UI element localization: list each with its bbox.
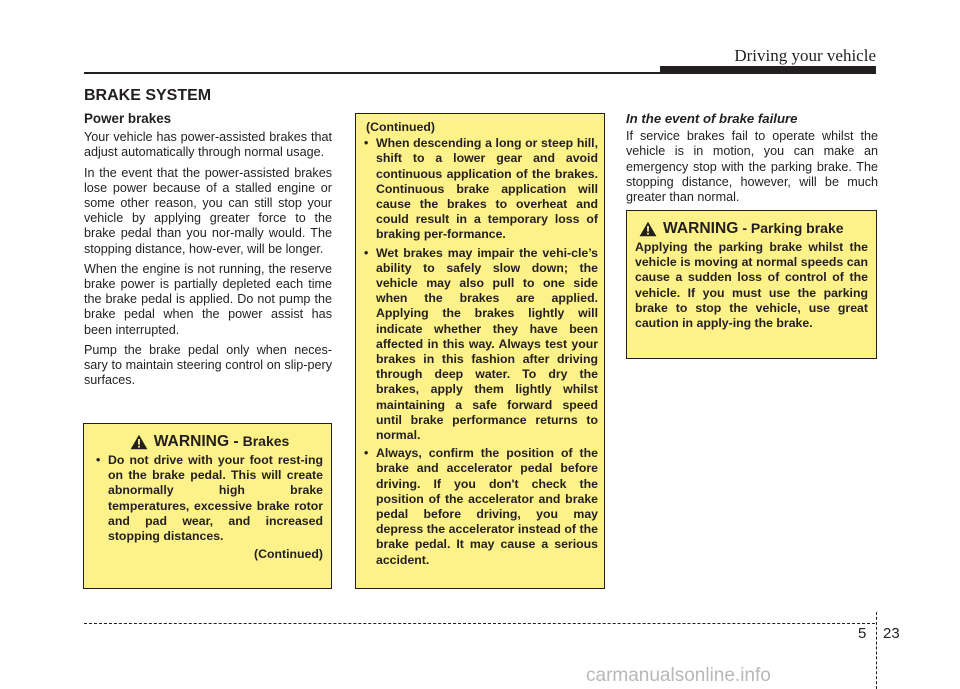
power-brakes-paragraph: In the event that the power-assisted brakes lose power because of a stalled engine or some other reason, you can still stop your vehicle by applying greater force to the brake pedal than you nor-mally would. The stopping distance, how-ever, will be longer. <box>84 165 332 256</box>
list-item: • Wet brakes may impair the vehi-cle’s ability to safely slow down; the vehicle may also pull to one side when the brakes are applied. Applying the brakes lightly will indicate whether they have been affected in this way. Always test your brakes in this fashion after driving through deep water. To dry the brakes, apply them lightly whilst maintaining a safe forward speed until brake performance returns to normal. <box>364 246 598 444</box>
warning-parking-header <box>635 221 868 237</box>
power-brakes-heading: Power brakes <box>84 111 172 126</box>
list-item: • When descending a long or steep hill, shift to a lower gear and avoid continuous application of the brakes. Continuous brake application will cause the brakes to overheat and could result in a temporary loss of braking per-formance. <box>364 136 598 242</box>
power-brakes-paragraph: Pump the brake pedal only when neces-sary to maintain steering control on slip-pery surfaces. <box>84 342 332 388</box>
brake-failure-heading: In the event of brake failure <box>626 111 798 126</box>
warning-brakes-header <box>96 434 323 450</box>
watermark-link[interactable]: carmanualsonline.info <box>586 665 771 686</box>
warning-subject: - Parking brake <box>742 220 844 237</box>
warning-triangle-icon <box>639 221 657 237</box>
section-title: BRAKE SYSTEM <box>84 87 212 104</box>
footer-divider <box>876 612 877 689</box>
list-item: • Always, confirm the position of the brake and accelerator pedal before driving. If you don't check the position of the accelerator and brake pedal before driving, you may depress the accelerator instead of the brake pedal. It may cause a serious accident. <box>364 446 598 568</box>
power-brakes-column <box>84 111 332 393</box>
header-rule-thin <box>84 72 664 74</box>
continued-label: (Continued) <box>254 547 323 562</box>
header-rule-thick <box>660 66 876 74</box>
list-item: • Do not drive with your foot rest-ing on the brake pedal. This will create abnormally high brake temperatures, excessive brake rotor and pad wear, and increased stopping distances. <box>96 453 323 544</box>
power-brakes-paragraph: Your vehicle has power-assisted brakes that adjust automatically through normal usage. <box>84 130 332 160</box>
warning-brakes-list <box>96 453 323 544</box>
brake-failure-paragraph: If service brakes fail to operate whilst the vehicle is in motion, you can make an emergency stop with the parking brake. The stopping distance, however, will be much greater than normal. <box>626 129 878 205</box>
warning-word: WARNING <box>663 220 739 238</box>
chapter-number: 5 <box>858 625 867 642</box>
warning-continued-box <box>355 113 605 589</box>
warning-parking-body: Applying the parking brake whilst the vehicle is moving at normal speeds can cause a sudden loss of control of the vehicle. If you must use the parking brake to stop the vehicle, use great caution in apply-ing the brake. <box>635 240 868 331</box>
continued-label: (Continued) <box>366 120 435 134</box>
footer-rule <box>84 623 875 624</box>
header-title: Driving your vehicle <box>734 46 876 65</box>
warning-parking-box <box>626 210 877 359</box>
warning-triangle-icon <box>130 434 148 450</box>
warning-continued-list <box>364 136 598 568</box>
warning-subject: Brakes <box>242 433 290 450</box>
page-number: 23 <box>883 625 900 642</box>
brake-failure-column <box>626 111 878 210</box>
warning-brakes-box <box>83 423 332 589</box>
power-brakes-paragraph: When the engine is not running, the reserve brake power is partially depleted each time the brake pedal is applied. Do not pump the brake pedal when the power assist has been interrupted. <box>84 261 332 337</box>
warning-word: WARNING - <box>153 433 239 451</box>
